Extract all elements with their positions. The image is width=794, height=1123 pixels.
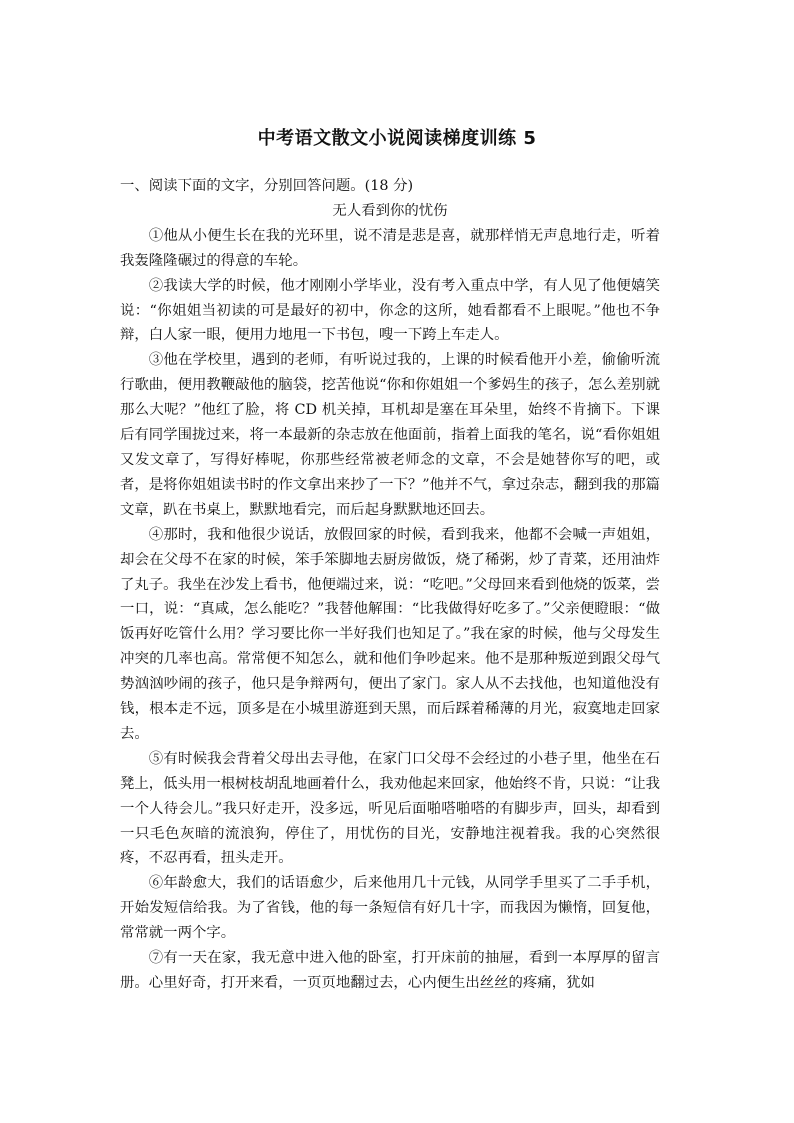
paragraph-2: ②我读大学的时候，他才刚刚小学毕业，没有考入重点中学，有人见了他便嬉笑说：“你姐姐当初读的可是最好的初中，你念的这所，她看都看不上眼呢。”他也不争辩，白人家一眼，便用力地甩一下书包，嗖一下跨上车走人。: [120, 277, 660, 344]
document-body: [120, 174, 660, 996]
paragraph-1: ①他从小便生长在我的光环里，说不清是悲是喜，就那样悄无声息地行走，听着我轰隆隆碾过的得意的车轮。: [120, 227, 660, 269]
paragraph-5: ⑤有时候我会背着父母出去寻他，在家门口父母不会经过的小巷子里，他坐在石凳上，低头用一根树枝胡乱地画着什么，我劝他起来回家，他始终不肯，只说：“让我一个人待会儿。”我只好走开，没多远，听见后面啪嗒啪嗒的有脚步声，回头，却看到一只毛色灰暗的流浪狗，停住了，用忧伤的目光，安静地注视着我。我的心突然很疼，不忍再看，扭头走开。: [120, 750, 660, 867]
essay-title: 无人看到你的忧伤: [332, 202, 448, 219]
paragraph-7: ⑦有一天在家，我无意中进入他的卧室，打开床前的抽屉，看到一本厚厚的留言册。心里好奇，打开来看，一页页地翻过去，心内便生出丝丝的疼痛，犹如: [120, 950, 660, 991]
paragraph-3: ③他在学校里，遇到的老师，有听说过我的，上课的时候看他开小差，偷偷听流行歌曲，便用教鞭敲他的脑袋，挖苦他说“你和你姐姐一个爹妈生的孩子，怎么差别就那么大呢？”他红了脸，将 CD 机关掉，耳机却是塞在耳朵里，始终不肯摘下。下课后有同学围拢过来，将一本最新的杂志放在他面前，指着上面我的笔名，说“看你姐姐又发文章了，写得好棒呢，你那些经常被老师念的文章，不会是她替你写的吧，或者，是将你姐姐读书时的作文拿出来抄了一下？”他并不气，拿过杂志，翻到我的那篇文章，趴在书桌上，默默地看完，而后起身默默地还回去。: [120, 352, 660, 518]
question-heading: 一、阅读下面的文字，分别回答问题。(18 分): [120, 178, 414, 194]
paragraph-6: ⑥年龄愈大，我们的话语愈少，后来他用几十元钱，从同学手里买了二手手机，开始发短信给我。为了省钱，他的每一条短信有好几十字，而我因为懒惰，回复他，常常就一两个字。: [120, 875, 660, 942]
paragraph-4: ④那时，我和他很少说话，放假回家的时候，看到我来，他都不会喊一声姐姐，却会在父母不在家的时候，笨手笨脚地去厨房做饭，烧了稀粥，炒了青菜，还用油炸了丸子。我坐在沙发上看书，他便端过来，说：“吃吧。”父母回来看到他烧的饭菜，尝一口，说：“真咸，怎么能吃？”我替他解围：“比我做得好吃多了。”父亲便瞪眼：“做饭再好吃管什么用？学习要比你一半好我们也知足了。”我在家的时候，他与父母发生冲突的几率也高。常常便不知怎么，就和他们争吵起来。他不是那种叛逆到跟父母气势汹汹吵闹的孩子，他只是争辩两句，便出了家门。家人从不去找他，也知道他没有钱，根本走不远，顶多是在小城里游逛到天黑，而后踩着稀薄的月光，寂寞地走回家去。: [120, 526, 660, 742]
document-title: 中考语文散文小说阅读梯度训练 5: [257, 128, 537, 149]
